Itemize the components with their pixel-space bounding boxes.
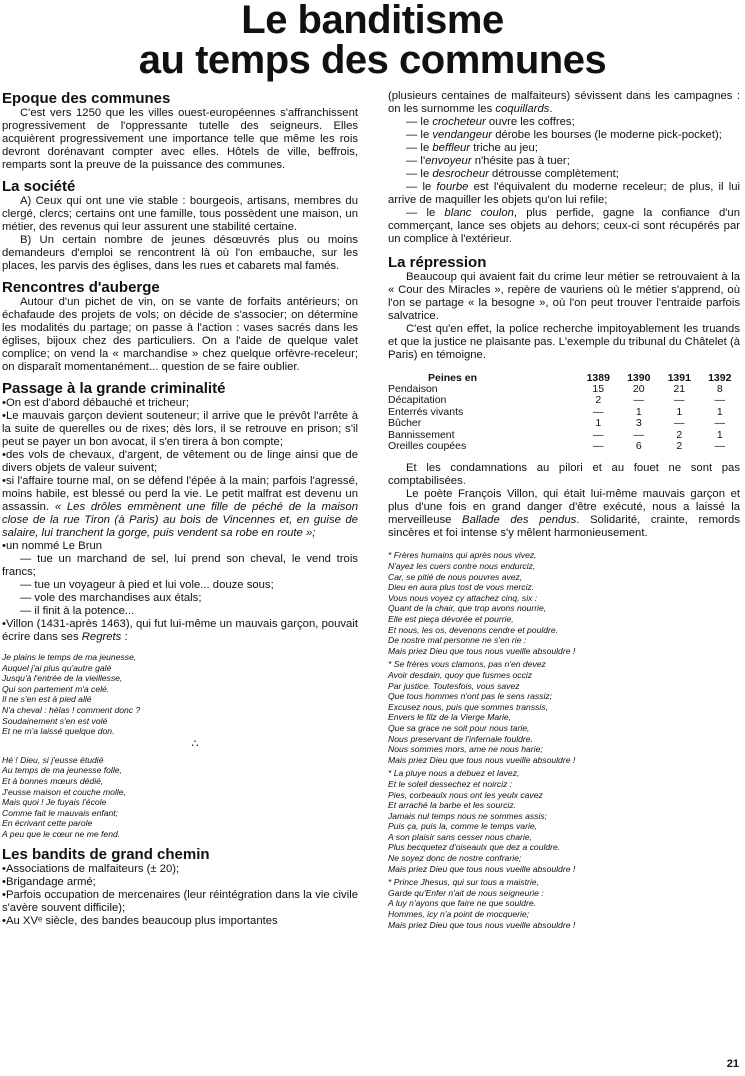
poem-line: N'ayez les cuers contre nous endurciz,	[388, 561, 536, 572]
quote-text: « Les drôles emmènent une fille de péché de la maison close de la rue Tiron (à Paris) au bois de Vincennes et, en guise de salaire, lui tranchent la gorge, puis vendent sa robe en route »;	[2, 501, 358, 539]
poem-line: Avoir desdain, quoy que fusmes occiz	[388, 669, 533, 680]
poem-line: En écrivant cette parole	[2, 818, 93, 829]
bullet-item: • un nommé Le Brun	[2, 540, 358, 553]
poem-line: Comme fait le mauvais enfant;	[2, 807, 119, 818]
poem-regrets-2	[2, 755, 358, 840]
table-header	[388, 372, 740, 384]
poem-line: Hé ! Dieu, si j'eusse étudié	[2, 754, 104, 765]
table-cell-value: —	[593, 428, 604, 441]
table-cell-value: 1	[716, 428, 723, 441]
bullet-item: • Au XVᵉ siècle, des bandes beaucoup plus importantes	[2, 915, 358, 928]
poem-line: Envers le filz de la Vierge Marie,	[388, 712, 512, 723]
poem-line: Pies, corbeaulx nous ont les yeulx cavez	[388, 789, 543, 800]
title-line-1: Le banditisme	[241, 0, 504, 42]
poem-line: Et arraché la barbe et les sourciz.	[388, 800, 517, 811]
poem-regrets-1	[2, 652, 358, 737]
role-term: envoyeur	[425, 155, 472, 167]
role-term: blanc coulon	[444, 207, 514, 219]
roles-list	[388, 116, 740, 246]
table-header-year: 1391	[667, 372, 691, 384]
table-cell-label: Bannissement	[388, 428, 455, 441]
bullet-item: • Brigandage armé;	[2, 876, 358, 889]
role-item: — le blanc coulon, plus perfide, gagne la confiance d'un commerçant, lance ses objets au dehors; ceux-ci sont récupérés par un complice à l'extérieur.	[388, 207, 740, 245]
poem-line: * La pluye nous a debuez et lavez,	[388, 768, 520, 779]
poem-line: Dieu en aura plus tost de vous merciz.	[388, 582, 535, 593]
poem-line: N'a cheval : hélas ! comment donc ?	[2, 704, 141, 715]
table-cell-value: 2	[595, 394, 602, 407]
role-item: — l'envoyeur n'hésite pas à tuer;	[406, 155, 570, 167]
dash-item: — tue un marchand de sel, lui prend son cheval, le vend trois francs;	[2, 553, 358, 578]
table-cell-label: Décapitation	[388, 394, 447, 407]
work-title: Ballade des pendus	[462, 514, 577, 527]
table-header-year: 1390	[627, 372, 651, 384]
role-term: vendangeur	[432, 129, 493, 141]
paragraph: C'est vers 1250 que les villes ouest-européennes s'affranchissent progressivement de l'oppressante tutelle des seigneurs. Elles acquièrent progressivement une importance telle que même les rois devront dorénavant compter avec elles. Hôtels de ville, beffrois, remparts sont la preuve de la puissance des communes.	[2, 107, 358, 171]
bullet-text: si l'affaire tourne mal, on se défend l'épée à la main; parfois l'agressé, moins habile, est blessé ou perd la vie. Le petit malfrat est devenu un assassin.	[2, 475, 358, 513]
heading-societe: La société	[2, 178, 76, 195]
poem-line: Auquel j'ai plus qu'autre galé	[2, 662, 112, 673]
role-item: — le fourbe est l'équivalent du moderne receleur; de plus, il lui arrive de maquiller les objets qu'on lui refile;	[388, 181, 741, 206]
table-cell-value: —	[633, 428, 644, 441]
table-cell-value: 21	[673, 383, 686, 395]
role-item: — le vendangeur dérobe les bourses (le moderne pick-pocket);	[406, 129, 722, 141]
heading-bandits: Les bandits de grand chemin	[2, 845, 210, 863]
poem-line: Que tous hommes n'ont pas le sens rassiz;	[388, 691, 553, 702]
table-cell-value: 8	[716, 383, 723, 395]
paragraph: A) Ceux qui ont une vie stable : bourgeois, artisans, membres du clergé, clercs; certains ont une famille, tous possèdent une maison, un métier, des revenus qui leur assurent une stabilité certaine.	[2, 195, 358, 233]
poem-line: Elle est pieça dévorée et pourrie,	[388, 614, 514, 624]
table-cell-label: Pendaison	[388, 383, 438, 395]
table-row	[388, 418, 740, 429]
table-cell-value: 1	[716, 405, 723, 418]
poem-line: Mais priez Dieu que tous nous vueille absouldre !	[388, 754, 576, 765]
poem-line: Excusez nous, puis que sommes transsis,	[388, 701, 549, 712]
bullet-item: • Villon (1431-après 1463), qui fut lui-même un mauvais garçon, pouvait écrire dans ses Regrets :	[2, 618, 358, 644]
table-cell-value: 2	[676, 428, 683, 441]
poem-line: J'eusse maison et couche molle,	[2, 786, 126, 797]
dash-item: — il finit à la potence...	[20, 605, 135, 617]
heading-epoque: Epoque des communes	[2, 90, 171, 107]
table-cell-label: Oreilles coupées	[388, 440, 467, 453]
table-cell-value: 15	[592, 383, 605, 395]
table-cell-value: 20	[632, 383, 645, 395]
right-column	[388, 90, 740, 930]
work-title: Regrets	[81, 631, 122, 643]
table-cell-value: 6	[635, 440, 642, 453]
poem-line: A luy n'ayons que faire ne que souldre.	[388, 898, 536, 909]
poem-line: Et à bonnes mœurs dédié,	[2, 775, 104, 786]
poem-line: Je plains le temps de ma jeunesse,	[2, 652, 137, 662]
poem-line: Que sa grace ne soit pour nous tarie,	[388, 722, 530, 733]
poem-line: * Prince Jhesus, qui sur tous a maistrie,	[388, 877, 539, 888]
poem-line: Jamais nul temps nous ne sommes assis;	[388, 810, 548, 821]
table-cell-value: 3	[635, 417, 642, 430]
paragraph: Et les condamnations au pilori et au fouet ne sont pas comptabilisées.	[388, 462, 740, 488]
poem-line: * Frères humains qui après nous vivez,	[388, 550, 537, 561]
dash-item: — vole des marchandises aux étals;	[20, 592, 202, 604]
poem-line: Mais priez Dieu que tous nous vueille absouldre !	[388, 645, 576, 656]
poem-line: Mais quoi ! Je fuyais l'école	[2, 797, 107, 808]
heading-criminalite: Passage à la grande criminalité	[2, 380, 226, 397]
heading-rencontres: Rencontres d'auberge	[2, 279, 160, 296]
poem-line: Mais priez Dieu que tous nous vueille absouldre !	[388, 863, 576, 874]
bullet-text: Villon (1431-après 1463), qui fut lui-même un mauvais garçon, pouvait écrire dans ses	[2, 618, 358, 643]
table-cell-value: —	[674, 417, 685, 430]
poem-line: Par justice. Toutesfois, vous savez	[388, 680, 520, 691]
role-term: fourbe	[436, 181, 469, 193]
role-item: — le crocheteur ouvre les coffres;	[406, 116, 575, 128]
poem-line: Au temps de ma jeunesse folle,	[2, 765, 122, 776]
role-term: desrocheur	[432, 168, 489, 180]
poem-line: Car, se pitié de nous pouvres avez,	[388, 571, 523, 582]
paragraph: Beaucoup qui avaient fait du crime leur métier se retrouvaient à la « Cour des Miracles », repère de vauriens où le métier s'apprend, où l'on se partage « la besogne », où l'on peut trouver l'entraide parfois salvatrice.	[388, 271, 740, 322]
poem-line: Qui son partement m'a celé.	[2, 683, 110, 694]
page-number: 21	[726, 1058, 739, 1070]
table-row	[388, 441, 740, 452]
poem-line: Vous nous voyez cy attachez cinq, six :	[388, 592, 538, 603]
poem-line: Et le soleil dessechez et noirciz :	[388, 778, 513, 789]
table-cell-value: 2	[676, 440, 683, 453]
table-cell-value: —	[674, 394, 685, 407]
poem-line: Nous sommes mors, ame ne nous harie;	[388, 744, 543, 755]
table-cell-value: 1	[595, 417, 602, 430]
bullet-item: • On est d'abord débauché et tricheur;	[2, 397, 358, 410]
poem-line: Quant de la chair, que trop avons nourrie,	[388, 603, 547, 614]
table-cell-value: —	[633, 394, 644, 407]
table-cell-value: —	[593, 405, 604, 418]
table-cell-label: Bûcher	[388, 417, 422, 430]
role-item: — le desrocheur détrousse complètement;	[406, 168, 619, 180]
ornament-dots: ∴	[191, 737, 199, 750]
table-row	[388, 407, 740, 418]
bullet-item	[2, 475, 358, 540]
table-cell-value: —	[714, 394, 725, 407]
table-cell-label: Enterrés vivants	[388, 405, 464, 418]
poem-line: Hommes, icy n'a point de mocquerie;	[388, 909, 530, 920]
paragraph: B) Un certain nombre de jeunes désœuvrés plus ou moins demandeurs d'emploi se rencontrent là où l'on embauche, sur les places, les parvis des églises, dans les rues et cabarets mal famés.	[2, 234, 358, 272]
poem-line: Soudainement s'en est volé	[2, 715, 108, 726]
table-cell-value: —	[714, 440, 725, 453]
paragraph: Autour d'un pichet de vin, on se vante de forfaits antérieurs; on échafaude des projets de vols; on décide de s'associer; on détermine les modalités du partage; on passe à l'action : vases sacrés dans les églises, bijoux chez des particuliers. On a l'aide de quelque valet complice; on vend la « marchandise » chez quelque orfèvre-receleur; on disparaît momentanément... question de se faire oublier.	[2, 296, 358, 373]
role-term: beffleur	[432, 142, 471, 154]
table-cell-value: —	[714, 417, 725, 430]
poem-line: Plus becquetez d'oiseaulx que dez a couldre.	[388, 842, 561, 853]
paragraph: Le poète François Villon, qui était lui-même mauvais garçon et plus d'une fois en grand danger d'être exécuté, nous a laissé la merveilleuse Ballade des pendus. Solidarité, crainte, remords sincères et foi intense s'y mêlent harmonieusement.	[388, 488, 740, 540]
poem-line: De nostre mal personne ne s'en rie :	[388, 635, 527, 646]
bullet-item: • Le mauvais garçon devient souteneur; il arrive que le prévôt l'arrête à la suite de querelles ou de rixes; dès lors, il se retrouve en prison; s'il peut se payer un bon avocat, il s'en tirera à bon compte;	[2, 410, 358, 449]
penalties-table	[388, 372, 740, 452]
table-cell-value: 1	[635, 405, 642, 418]
paragraph: C'est qu'en effet, la police recherche impitoyablement les truands et que la justice ne plaisante pas. L'exemple du tribunal du Châtelet (à Paris) en témoigne.	[388, 323, 740, 361]
bullet-item: • Parfois occupation de mercenaires (leur réintégration dans la vie civile s'avère souvent difficile);	[2, 889, 358, 915]
role-term: crocheteur	[432, 116, 486, 128]
bullet-item: • des vols de chevaux, d'argent, de vêtement ou de linge ainsi que de divers objets de valeur suivent;	[2, 449, 358, 475]
poem-line: Jusqu'à l'entrée de la vieillesse,	[2, 673, 123, 684]
poem-line: * Se frères vous clamons, pas n'en devez	[388, 659, 546, 670]
poem-line: Puis ça, puis la, comme le temps varie,	[388, 821, 538, 832]
bullet-item: • Associations de malfaiteurs (± 20);	[2, 863, 358, 876]
table-header-year: 1389	[586, 372, 610, 384]
dash-item: — tue un voyageur à pied et lui vole... douze sous;	[20, 579, 274, 591]
poem-line: Nous preservant de l'infernale fouldre.	[388, 733, 533, 744]
poem-line: Il ne s'en est à pied allé	[2, 694, 92, 705]
ballade-des-pendus	[388, 550, 740, 930]
paragraph: (plusieurs centaines de malfaiteurs) sévissent dans les campagnes : on les surnomme les coquillards.	[388, 90, 740, 115]
poem-line: Et nous, les os, devenons cendre et pouldre.	[388, 624, 559, 635]
table-cell-value: —	[593, 440, 604, 453]
title-line-2: au temps des communes	[138, 38, 607, 82]
term: coquillards	[495, 103, 550, 115]
page-title	[0, 0, 745, 80]
table-cell-value: 1	[676, 405, 683, 418]
heading-repression: La répression	[388, 254, 487, 271]
table-header-label: Peines en	[428, 372, 478, 384]
poem-line: A son plaisir sans cesser nous charie,	[388, 831, 532, 842]
table-body	[388, 384, 740, 452]
poem-line: Ne soyez donc de nostre confrarie;	[388, 853, 522, 864]
role-item: — le beffleur triche au jeu;	[406, 142, 538, 154]
table-header-year: 1392	[708, 372, 732, 384]
poem-line: A peu que le cœur ne me fend.	[2, 828, 121, 839]
poem-line: Mais priez Dieu que tous nous vueille absouldre !	[388, 919, 576, 930]
poem-line: Garde qu'Enfer n'ait de nous seigneurie :	[388, 887, 544, 898]
poem-line: Et ne m'a laissé quelque don.	[2, 726, 115, 737]
left-column	[2, 90, 358, 928]
